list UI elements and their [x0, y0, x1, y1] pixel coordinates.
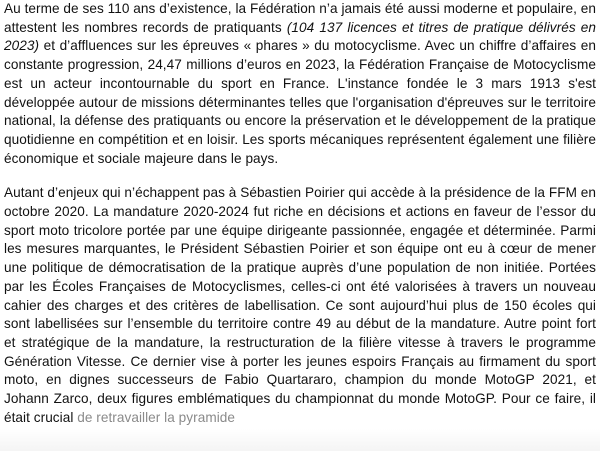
- paragraph-federation-overview: [4, 0, 596, 168]
- bottom-fade-overlay: [0, 429, 600, 451]
- paragraph-text: et d’affluences sur les épreuves « phares » du motocyclisme. Avec un chiffre d’affaires en constante progression, 24,47 millions d’euros en 2023, la Fédération Française de Motocyclisme est un acteur incontournable du sport en France. L'instance fondée le 3 mars 1913 s'est développée autour de missions déterminantes telles que l'organisation d'épreuves sur le territoire national, la défense des pratiquants ou encore la préservation et le développement de la pratique quotidienne en compétition et en loisir. Les sports mécaniques représentent également une filière économique et sociale majeure dans le pays.: [4, 38, 596, 166]
- faded-continuation-text: de retravailler la pyramide: [77, 409, 235, 425]
- paragraph-presidency-mandate: [4, 184, 596, 427]
- license-figures-italic: (104 137 licences et titres de pratique délivrés en 2023): [4, 19, 597, 54]
- article-body: [4, 0, 596, 427]
- paragraph-text: Autant d’enjeux qui n’échappent pas à Sébastien Poirier qui accède à la présidence de la FFM en octobre 2020. La mandature 2020-2024 fut riche en décisions et actions en faveur de l’essor du sport moto tricolore portée par une équipe dirigeante passionnée, engagée et déterminée. Parmi les mesures marquantes, le Président Sébastien Poirier et son équipe ont eu à cœur de mener une politique de démocratisation de la pratique auprès d’une population de non initiée. Portées par les Écoles Françaises de Motocyclismes, celles-ci ont été valorisées à travers un nouveau cahier des charges et des critères de labellisation. Ce sont aujourd’hui plus de 150 écoles qui sont labellisées sur l’ensemble du territoire contre 49 au début de la mandature. Autre point fort et stratégique de la mandature, la restructuration de la filière vitesse à travers le programme Génération Vitesse. Ce dernier vise à porter les jeunes espoirs Français au firmament du sport moto, en dignes successeurs de Fabio Quartararo, champion du monde MotoGP 2021, et Johann Zarco, deux figures emblématiques du championnat du monde MotoGP. Pour ce faire, il était crucial: [4, 185, 596, 425]
- paragraph-text: Au terme de ses 110 ans d’existence, la Fédération n’a jamais été aussi moderne et populaire, en attestent les nombres records de pratiquants: [4, 1, 596, 35]
